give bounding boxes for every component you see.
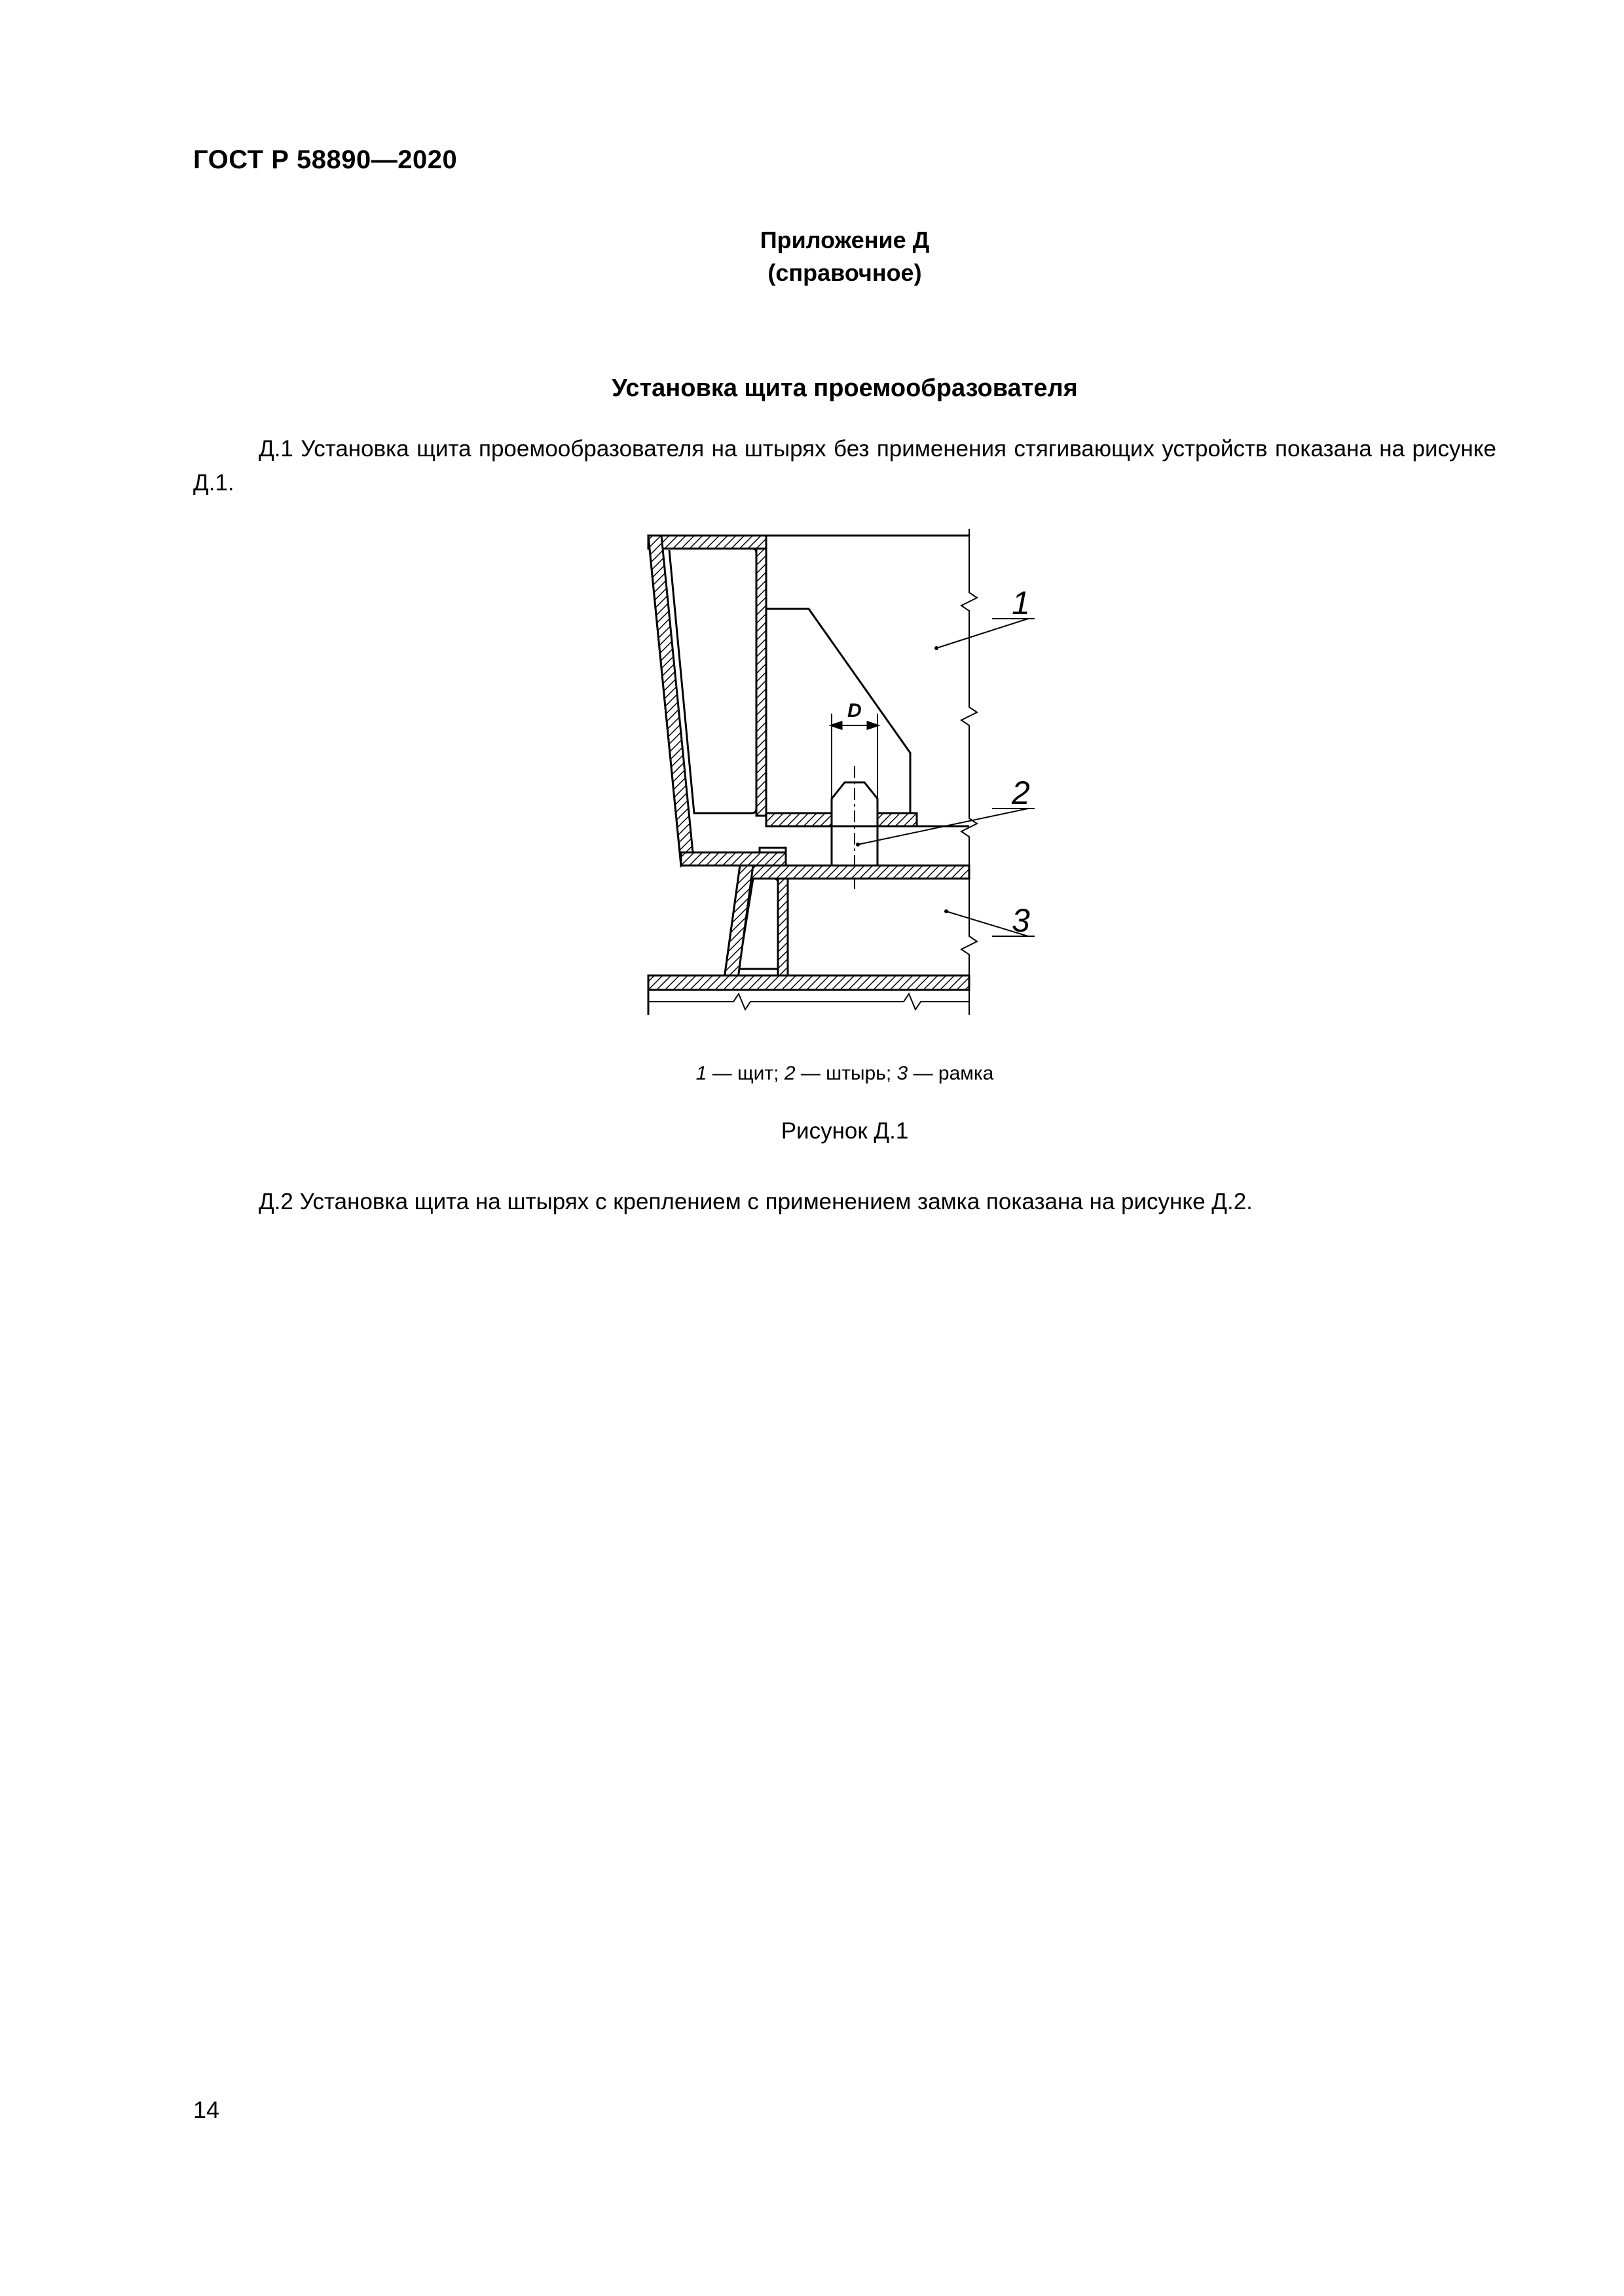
shield-left-wall bbox=[648, 536, 693, 866]
figure-caption: Рисунок Д.1 bbox=[781, 1118, 909, 1144]
right-break-line bbox=[961, 529, 977, 1015]
leader-1 bbox=[936, 619, 1028, 648]
callout-1: 1 bbox=[1012, 585, 1030, 621]
callout-2: 2 bbox=[1012, 774, 1030, 811]
legend-num-3: 3 bbox=[896, 1063, 908, 1084]
appendix-kind: (справочное) bbox=[767, 259, 922, 286]
frame-rib-wall bbox=[778, 879, 788, 975]
leader-1-dot bbox=[934, 646, 938, 650]
shield-top-wall bbox=[648, 536, 766, 549]
paragraph-d2: Д.2 Установка щита на штырях с креплением с применением замка показана на рисунке Д.2. bbox=[259, 1189, 1253, 1214]
dimension-label: D bbox=[847, 700, 862, 721]
base-plate bbox=[648, 975, 969, 990]
dimension-arrow-right bbox=[868, 722, 877, 729]
base-break-line bbox=[648, 994, 969, 1010]
figure-legend bbox=[0, 1063, 1624, 1085]
legend-text-3: — рамка bbox=[908, 1063, 994, 1084]
leader-3-dot bbox=[944, 909, 948, 913]
frame-left-wall bbox=[724, 866, 753, 983]
gusset-plate bbox=[766, 609, 910, 813]
page-number: 14 bbox=[193, 2096, 220, 2123]
paragraph-d1: Д.1 Установка щита проемообразователя на штырях без применения стягивающих устройств показана на рисунке Д.1. bbox=[193, 436, 1496, 496]
callout-3: 3 bbox=[1012, 902, 1030, 939]
figure-d1-drawing bbox=[629, 517, 1061, 1054]
legend-num-2: 2 bbox=[784, 1063, 796, 1084]
figure-d1 bbox=[629, 517, 1061, 1054]
document-code: ГОСТ Р 58890—2020 bbox=[193, 145, 458, 174]
shield-rib-wall bbox=[756, 549, 766, 816]
section-title: Установка щита проемообразователя bbox=[612, 374, 1078, 402]
plate-right-section bbox=[877, 813, 917, 826]
shield-bottom-wall bbox=[681, 852, 786, 866]
frame-top-wall bbox=[740, 866, 969, 879]
plate-left-section bbox=[766, 813, 832, 826]
legend-text-2: — штырь; bbox=[795, 1063, 897, 1084]
appendix-title: Приложение Д bbox=[760, 227, 930, 253]
dimension-arrow-left bbox=[832, 722, 841, 729]
leader-2-dot bbox=[856, 843, 860, 847]
legend-text-1: — щит; bbox=[707, 1063, 784, 1084]
legend-num-1: 1 bbox=[695, 1063, 707, 1084]
